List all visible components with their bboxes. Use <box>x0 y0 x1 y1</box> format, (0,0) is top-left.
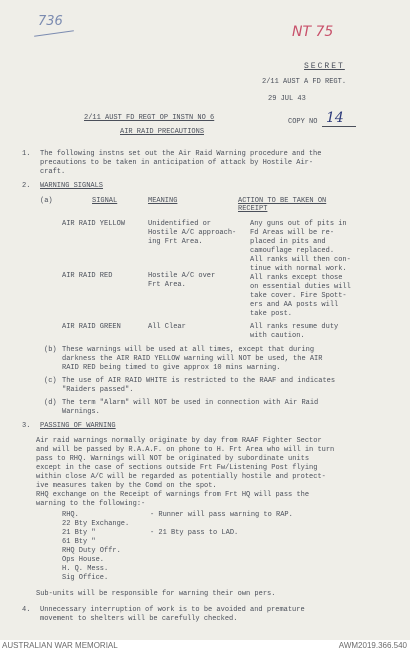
para-3-line: Air raid warnings normally originate by day from RAAF Fighter Sector <box>36 437 322 445</box>
document-subtitle: AIR RAID PRECAUTIONS <box>120 128 205 136</box>
action-line: Any guns out of pits in <box>250 220 347 228</box>
para-3-line: RHQ exchange on the Receipt of warnings from Frt HQ will pass the <box>36 491 310 499</box>
action-line: with caution. <box>250 332 305 340</box>
sub-para-c-line: The use of AIR RAID WHITE is restricted to the RAAF and indicates <box>62 377 336 385</box>
action-line: All ranks will then con- <box>250 256 351 264</box>
para-2-number: 2. <box>22 182 31 190</box>
recipient-note: - 21 Bty pass to LAD. <box>150 529 239 537</box>
document-title: 2/11 AUST FD REGT OP INSTN NO 6 <box>84 114 215 122</box>
recipient-item: RHQ. <box>62 511 79 519</box>
recipient-item: 61 Bty " <box>62 538 96 546</box>
meaning-line: Hostile A/C approach- <box>148 229 237 237</box>
copy-number-handwritten: 14 <box>326 110 344 126</box>
issuing-unit: 2/11 AUST A FD REGT. <box>262 78 347 86</box>
action-line: on essential duties will <box>250 283 351 291</box>
para-1-line: The following instns set out the Air Raid Warning procedure and the <box>40 150 322 158</box>
recipient-item: Ops House. <box>62 556 105 564</box>
sub-para-label: (d) <box>44 399 57 407</box>
recipient-item: RHQ Duty Offr. <box>62 547 121 555</box>
action-line: All ranks resume duty <box>250 323 339 331</box>
para-3-line: warning to the following:- <box>36 500 146 508</box>
pencil-stroke <box>34 30 74 37</box>
action-line: take cover. Fire Spott- <box>250 292 347 300</box>
recipient-note: - Runner will pass warning to RAP. <box>150 511 293 519</box>
column-header-signal: SIGNAL <box>92 197 118 205</box>
para-1-number: 1. <box>22 150 31 158</box>
meaning-line: ing Frt Area. <box>148 238 203 246</box>
meaning-line: Frt Area. <box>148 281 186 289</box>
column-header-action: ACTION TO BE TAKEN ON RECEIPT <box>238 197 327 213</box>
para-1-line: precautions to be taken in anticipation of attack by Hostile Air- <box>40 159 314 167</box>
sub-para-label: (c) <box>44 377 57 385</box>
archive-reference: AWM2019.366.540 <box>338 641 407 650</box>
archive-name: AUSTRALIAN WAR MEMORIAL <box>2 641 118 650</box>
para-3-line: pass to RHQ. Warnings will NOT be originated by subordinate units <box>36 455 310 463</box>
action-line: All ranks except those <box>250 274 343 282</box>
para-4-line: movement to shelters will be carefully checked. <box>40 615 238 623</box>
action-line: tinue with normal work. <box>250 265 347 273</box>
para-3-closing: Sub-units will be responsible for warning their own pers. <box>36 590 276 598</box>
action-line: ers and AA posts will <box>250 301 339 309</box>
sub-para-d-line: The term "Alarm" will NOT be used in connection with Air Raid <box>62 399 319 407</box>
para-3-line: except in the case of sections outside Frt Fw/Listening Post flying <box>36 464 318 472</box>
para-2-heading: WARNING SIGNALS <box>40 182 104 190</box>
para-3-line: ive measures taken by the Comd on the spot. <box>36 482 217 490</box>
archive-footer <box>0 640 410 653</box>
pencil-annotation-number: 736 <box>38 14 63 29</box>
recipient-item: 22 Bty Exchange. <box>62 520 130 528</box>
sub-para-b-line: RAID RED being timed to give approx 10 mins warning. <box>62 364 281 372</box>
action-line: camouflage replaced. <box>250 247 335 255</box>
signal-yellow: AIR RAID YELLOW <box>62 220 126 228</box>
meaning-line: Unidentified or <box>148 220 212 228</box>
para-1-line: craft. <box>40 168 66 176</box>
recipient-item: H. Q. Mess. <box>62 565 109 573</box>
copy-number-underline <box>322 126 356 127</box>
recipient-item: Sig Office. <box>62 574 109 582</box>
meaning-line: All Clear <box>148 323 186 331</box>
sub-para-label: (a) <box>40 197 53 205</box>
action-line: Fd Areas will be re- <box>250 229 335 237</box>
para-3-number: 3. <box>22 422 31 430</box>
action-line: take post. <box>250 310 293 318</box>
para-3-line: within close A/C will be regarded as potentially hostile and protect- <box>36 473 326 481</box>
sub-para-c-line: "Raiders passed". <box>62 386 134 394</box>
signal-green: AIR RAID GREEN <box>62 323 121 331</box>
copy-number-label: COPY NO <box>288 118 318 126</box>
signal-red: AIR RAID RED <box>62 272 113 280</box>
red-pencil-annotation: NT 75 <box>292 24 334 40</box>
sub-para-label: (b) <box>44 346 57 354</box>
recipient-item: 21 Bty " <box>62 529 96 537</box>
action-line: placed in pits and <box>250 238 326 246</box>
sub-para-d-line: Warnings. <box>62 408 100 416</box>
meaning-line: Hostile A/C over <box>148 272 216 280</box>
para-3-heading: PASSING OF WARNING <box>40 422 116 430</box>
para-3-line: and will be passed by R.A.A.F. on phone to H. Frt Area who will in turn <box>36 446 335 454</box>
classification-marking: SECRET <box>304 62 345 71</box>
sub-para-b-line: These warnings will be used at all times, except that during <box>62 346 315 354</box>
column-header-meaning: MEANING <box>148 197 178 205</box>
para-4-number: 4. <box>22 606 31 614</box>
sub-para-b-line: darkness the AIR RAID YELLOW warning will NOT be used, the AIR <box>62 355 323 363</box>
para-4-line: Unnecessary interruption of work is to be avoided and premature <box>40 606 305 614</box>
document-date: 29 JUL 43 <box>268 95 306 103</box>
